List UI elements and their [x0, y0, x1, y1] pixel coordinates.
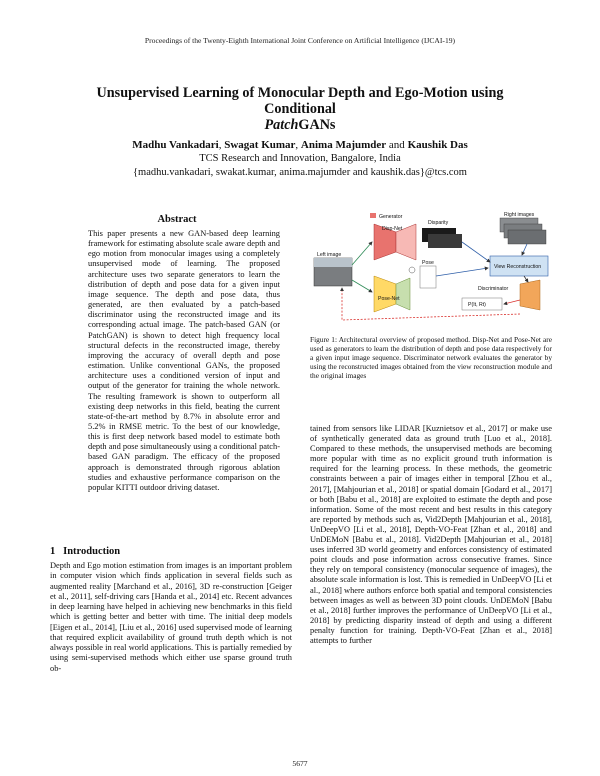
- author-4: Kaushik Das: [407, 139, 468, 151]
- disp-net-label: Disp-Net: [382, 226, 403, 232]
- section-title: Introduction: [63, 546, 121, 557]
- affiliation: TCS Research and Innovation, Bangalore, India: [199, 153, 401, 164]
- arrow-disc-pair: [504, 300, 520, 304]
- arrow-input-pose: [352, 280, 372, 292]
- arrow-disp-view: [462, 242, 490, 262]
- title-italic-part: Patch: [264, 117, 299, 133]
- left-image-label: Left image: [317, 252, 342, 258]
- introduction-body: Depth and Ego motion estimation from images is an important problem in computer vision which finds application in several fields such as augmented reality [Marchand et al., 2016], 3D re-construction [Geiger et al., 2011], self-driving cars [Handa et al., 2014] etc. Recent advances in deep learning have helped in achieving new benchmarks in this field which is getting better and better with time. The initial deep models [Eigen et al., 2014], [Liu et al., 2016] used supervised mode of learning that required explicit availability of ground truth depth which is not always possible in real world applications. This is partially remedied by using semi-supervised methods which either use sparse ground truth ob-: [50, 561, 292, 673]
- title-line-2-rest: GANs: [298, 117, 336, 133]
- right-images-label: Right images: [504, 212, 535, 218]
- page-number: 5677: [292, 759, 308, 768]
- abstract-heading: Abstract: [157, 214, 197, 225]
- pose-net-decoder: [396, 278, 410, 310]
- abstract-body: This paper presents a new GAN-based deep learning framework for estimating absolute scale aware depth and ego motion from monocular images using a completely unsupervised mode of learning. The proposed architecture uses two separate generators to learn the distribution of depth and pose data for a given input image sequence. The depth and pose data, thus generated, are then evaluated by a patch-based discriminator using the reconstructed image and its corresponding actual image. The patch-based GAN (or PatchGAN) is shown to detect high frequency local structural defects in the reconstructed image, thereby improving the accuracy of overall depth and pose estimation. Unlike conventional GANs, the proposed architecture uses a conditioned version of input and output of the generator for training the whole network. The resulting framework is shown to outperform all existing deep networks in this field, beating the current state-of-the-art method by 8.7% in absolute error and 5.2% in RMSE metric. To the best of our knowledge, this is first deep network based model to estimate both depth and pose simultaneously using a conditional patch-based GAN paradigm. The efficacy of the proposed approach is demonstrated through rigorous ablation studies and exhaustive performance comparison on the popular KITTI outdoor driving dataset.: [88, 229, 280, 492]
- generator-label: Generator: [379, 214, 403, 220]
- discriminator-label: Discriminator: [478, 286, 509, 292]
- author-2: Swagat Kumar: [224, 139, 296, 151]
- left-image-sky: [314, 258, 352, 267]
- architecture-figure: [312, 210, 552, 330]
- right-column-body: tained from sensors like LIDAR [Kuznietsov et al., 2017] or make use of synthetically generated data as ground truth [Luo et al., 2018]. Compared to these methods, the unsupervised methods are becoming more popular with time as no explicit ground truth information is required for the learning process. In these methods, the geometric constraints between a pair of images either in temporal [Zhou et al., 2017], [Mahjourian et al., 2018] or spatial domain [Godard et al., 2017] or both [Babu et al., 2018] are exploited to estimate the depth and pose information. Some of the most recent and best results in this category are reported by methods such as, Vid2Depth [Mahjourian et al., 2018], UnDeepVO [Li et al., 2018], Depth-VO-Feat [Zhan et al., 2018] and UnDEMoN [Babu et al., 2018]. Vid2Depth [Mahjourian et al., 2018] uses inferred 3D world geometry and enforces consistency of estimated point clouds and pose information across consecutive frames. Since they rely on temporal consistency (monocular sequence of images), the absolute scale information is lost. This is remedied in UnDeepVO [Li et al., 2018] where authors enforce both spatial and temporal consistencies between images as well as between 3D point clouds. UnDEMoN [Babu et al., 2018] further improves the performance of UnDeepVO [Li et al., 2018] by predicting disparity instead of depth and using a different penalty function for training. Depth-VO-Feat [Zhan et al., 2018] attempts to further: [310, 424, 552, 645]
- disparity-label: Disparity: [428, 220, 449, 226]
- author-1: Madhu Vankadari: [132, 139, 219, 151]
- figure-caption: Figure 1: Architectural overview of proposed method. Disp-Net and Pose-Net are used as generators to learn the distribution of depth and pose data respectively for a given input image sequence. Discriminator network evaluates the generator by using the reconstructed images obtained from the view reconstruction module and the original images: [310, 335, 552, 381]
- view-reconstruction-label: View Reconstruction: [494, 264, 542, 270]
- author-separator: ,: [218, 139, 222, 151]
- pose-output: [420, 266, 436, 288]
- author-3: Anima Majumder: [300, 139, 387, 151]
- generator-legend-swatch: [370, 213, 376, 218]
- arrow-right-view: [522, 244, 527, 255]
- section-number: 1: [50, 546, 56, 557]
- discriminator-shape: [520, 280, 540, 310]
- arrow-view-disc: [524, 276, 528, 282]
- author-emails: {madhu.vankadari, swakat.kumar, anima.majumder and kaushik.das}@tcs.com: [133, 167, 467, 178]
- warp-node: [409, 267, 415, 273]
- disparity-map-2: [428, 234, 462, 248]
- right-image-3: [508, 230, 546, 244]
- arrow-input-disp: [352, 242, 372, 265]
- arrow-pose-view: [436, 268, 488, 276]
- pose-net-label: Pose-Net: [378, 296, 400, 302]
- pose-net-encoder: [374, 276, 396, 312]
- conditional-pair-label: P(It, Rt): [468, 302, 486, 308]
- title-line-1: Unsupervised Learning of Monocular Depth and Ego-Motion using Conditional: [96, 85, 504, 117]
- author-separator: ,: [295, 139, 299, 151]
- running-head: Proceedings of the Twenty-Eighth International Joint Conference on Artificial Intelligence (IJCAI-19): [144, 36, 456, 45]
- paper-title: [60, 85, 540, 133]
- author-list: [60, 139, 540, 152]
- author-and: and: [388, 139, 405, 151]
- pose-label: Pose: [422, 260, 434, 266]
- introduction-heading: [50, 546, 120, 557]
